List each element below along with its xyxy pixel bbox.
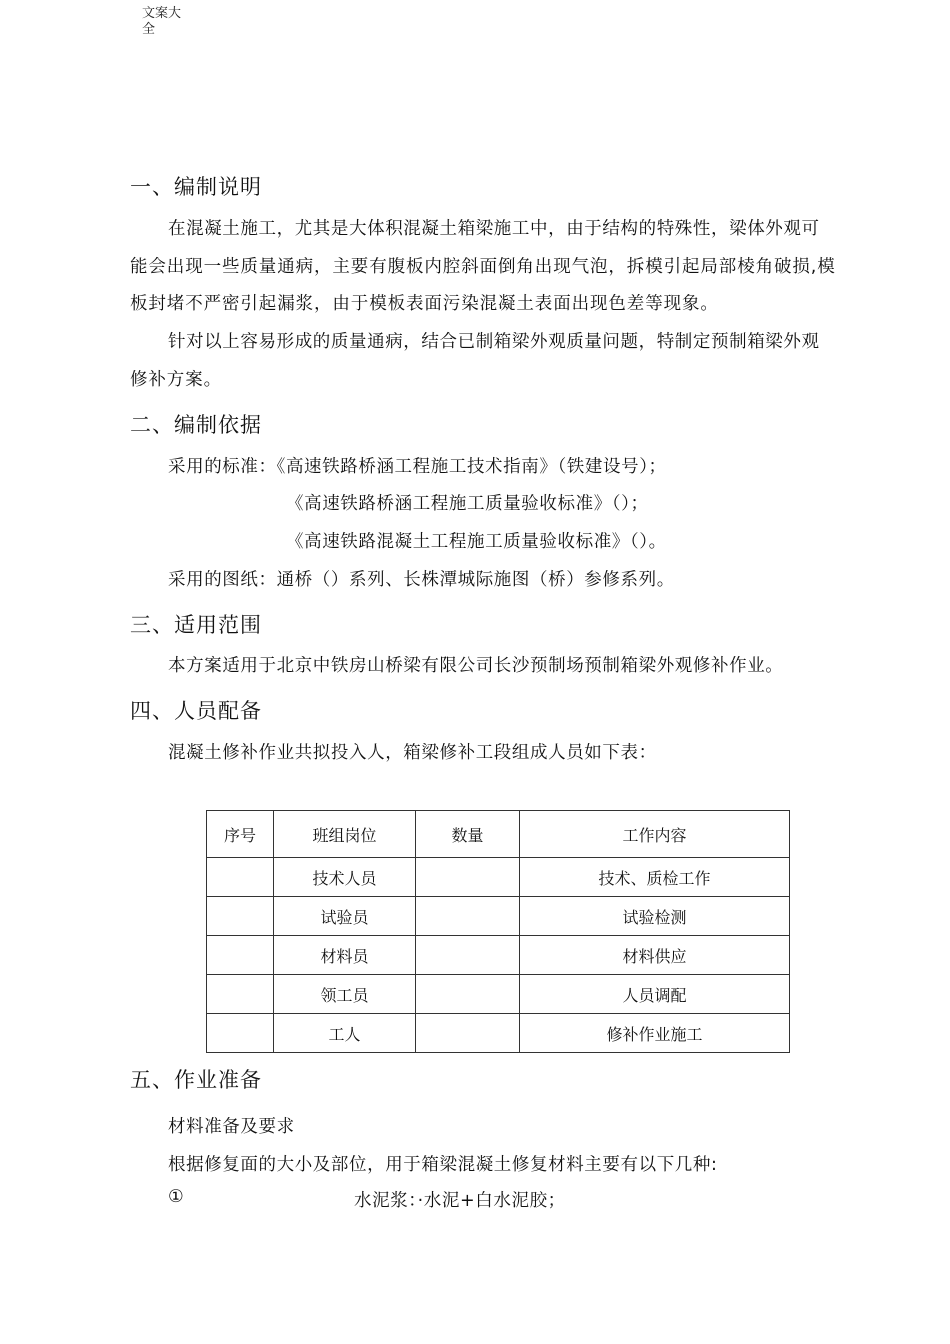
- column-header: 数量: [416, 811, 520, 858]
- table-cell: [416, 936, 520, 975]
- standard-item: 《高速铁路桥涵工程施工质量验收标准》（）；: [286, 494, 649, 514]
- table-cell: [416, 897, 520, 936]
- list-item-marker: ①: [168, 1187, 185, 1207]
- drawings-line: 采用的图纸：通桥（）系列、长株潭城际施图（桥）参修系列。: [168, 570, 675, 590]
- paragraph-line: 针对以上容易形成的质量通病，结合已制箱梁外观质量问题，特制定预制箱梁外观: [168, 332, 820, 352]
- table-row: [207, 936, 790, 975]
- table-cell: 修补作业施工: [520, 1014, 790, 1053]
- section-heading-4: 四、人员配备: [130, 699, 262, 723]
- standard-item: 《高速铁路混凝土工程施工质量验收标准》（）。: [286, 532, 667, 552]
- table-row: [207, 858, 790, 897]
- subheading: 材料准备及要求: [168, 1117, 295, 1137]
- table-cell: [207, 858, 274, 897]
- table-cell: 领工员: [274, 975, 416, 1014]
- table-cell: 人员调配: [520, 975, 790, 1014]
- table-cell: [416, 975, 520, 1014]
- table-cell: 材料供应: [520, 936, 790, 975]
- table-row: [207, 975, 790, 1014]
- table-cell: 技术人员: [274, 858, 416, 897]
- table-cell: [207, 975, 274, 1014]
- staff-table: [206, 810, 790, 1053]
- column-header: 工作内容: [520, 811, 790, 858]
- scope-text: 本方案适用于北京中铁房山桥梁有限公司长沙预制场预制箱梁外观修补作业。: [168, 656, 784, 676]
- paragraph-line: 板封堵不严密引起漏浆，由于模板表面污染混凝土表面出现色差等现象。: [130, 294, 719, 314]
- table-cell: 材料员: [274, 936, 416, 975]
- table-cell: 试验员: [274, 897, 416, 936]
- section-heading-5: 五、作业准备: [130, 1068, 262, 1092]
- standards-line: 采用的标准：《高速铁路桥涵工程施工技术指南》（铁建设号）；: [168, 457, 667, 477]
- section-heading-2: 二、编制依据: [130, 413, 262, 437]
- materials-intro-text: 根据修复面的大小及部位，用于箱梁混凝土修复材料主要有以下几种:: [168, 1155, 718, 1175]
- section-heading-1: 一、编制说明: [130, 175, 262, 199]
- list-item-text: 水泥浆：·水泥+白水泥胶；: [354, 1191, 566, 1211]
- table-cell: 试验检测: [520, 897, 790, 936]
- table-cell: [207, 897, 274, 936]
- table-cell: 工人: [274, 1014, 416, 1053]
- table-row: [207, 1014, 790, 1053]
- table-cell: 技术、质检工作: [520, 858, 790, 897]
- table-header-row: [207, 811, 790, 858]
- paragraph-line: 能会出现一些质量通病，主要有腹板内腔斜面倒角出现气泡，拆模引起局部棱角破损,模: [130, 257, 836, 277]
- table-cell: [416, 858, 520, 897]
- corner-label: 文案大全: [142, 6, 182, 37]
- column-header: 序号: [207, 811, 274, 858]
- paragraph-line: 在混凝土施工，尤其是大体积混凝土箱梁施工中，由于结构的特殊性，梁体外观可: [168, 219, 820, 239]
- section-heading-3: 三、适用范围: [130, 613, 262, 637]
- table-cell: [207, 936, 274, 975]
- staff-intro-text: 混凝土修补作业共拟投入人，箱梁修补工段组成人员如下表：: [168, 743, 657, 763]
- table-cell: [416, 1014, 520, 1053]
- column-header: 班组岗位: [274, 811, 416, 858]
- paragraph-line: 修补方案。: [130, 370, 222, 390]
- table-row: [207, 897, 790, 936]
- table-cell: [207, 1014, 274, 1053]
